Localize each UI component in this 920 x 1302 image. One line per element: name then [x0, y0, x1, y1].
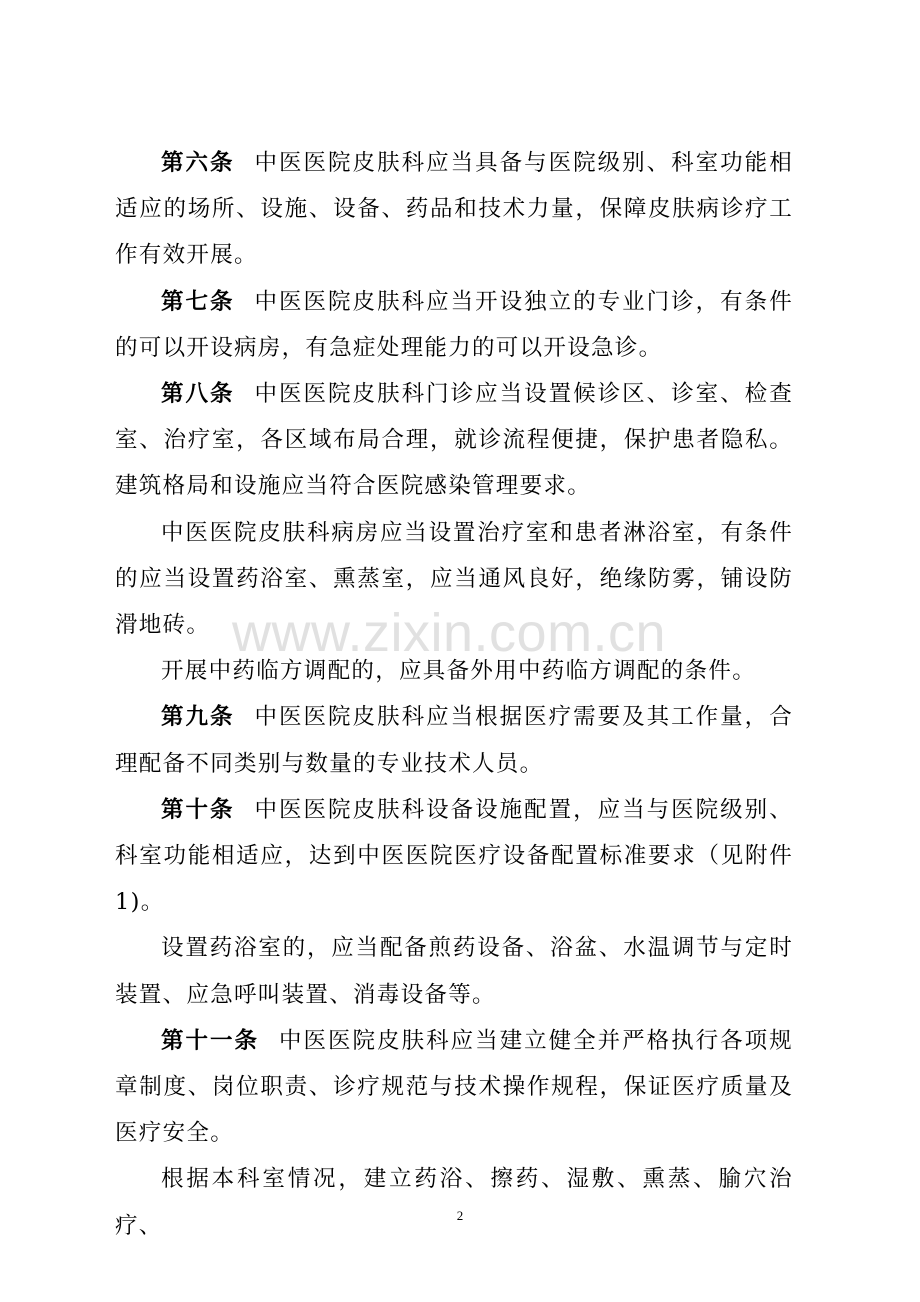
herbal-compounding-paragraph — [115, 648, 793, 694]
paragraph-text: 中医医院皮肤科设备设施配置，应当与医院级别、科室功能相适应，达到中医医院医疗设备配置标准要求（见附件1)。 — [115, 796, 793, 916]
article-9-paragraph — [115, 694, 793, 786]
article-6-paragraph — [115, 140, 793, 279]
article-heading: 第七条 — [161, 288, 235, 315]
paragraph-text: 设置药浴室的，应当配备煎药设备、浴盆、水温调节与定时装置、应急呼叫装置、消毒设备等。 — [115, 935, 793, 1008]
article-11-paragraph — [115, 1018, 793, 1157]
article-heading: 第九条 — [161, 704, 235, 731]
paragraph-text: 中医医院皮肤科应当开设独立的专业门诊，有条件的可以开设病房，有急症处理能力的可以开设急诊。 — [115, 288, 793, 361]
article-heading: 第六条 — [161, 150, 235, 176]
paragraph-text: 根据本科室情况，建立药浴、擦药、湿敷、熏蒸、腧穴治疗、 — [115, 1166, 793, 1239]
bath-room-equipment-paragraph — [115, 925, 793, 1017]
paragraph-text: 中医医院皮肤科门诊应当设置候诊区、诊室、检查室、治疗室，各区域布局合理，就诊流程便捷，保护患者隐私。建筑格局和设施应当符合医院感染管理要求。 — [115, 381, 793, 500]
article-heading: 第十条 — [161, 796, 235, 823]
article-heading: 第八条 — [161, 381, 235, 408]
watermark: www.zixin.com.cn — [232, 603, 667, 663]
paragraph-text: 中医医院皮肤科应当建立健全并严格执行各项规章制度、岗位职责、诊疗规范与技术操作规程，保证医疗质量及医疗安全。 — [115, 1027, 793, 1147]
article-7-paragraph — [115, 279, 793, 371]
ward-setup-paragraph — [115, 510, 793, 649]
article-8-paragraph — [115, 371, 793, 510]
paragraph-text: 中医医院皮肤科病房应当设置治疗室和患者淋浴室，有条件的应当设置药浴室、熏蒸室，应当通风良好，绝缘防雾，铺设防滑地砖。 — [115, 519, 793, 639]
department-rules-paragraph — [115, 1156, 793, 1248]
article-10-paragraph — [115, 787, 793, 926]
paragraph-text: 中医医院皮肤科应当具备与医院级别、科室功能相适应的场所、设施、设备、药品和技术力量，保障皮肤病诊疗工作有效开展。 — [115, 150, 793, 269]
article-heading: 第十一条 — [161, 1027, 260, 1054]
document-body — [115, 140, 793, 1249]
page-number: 2 — [456, 1208, 464, 1223]
paragraph-text: 开展中药临方调配的，应具备外用中药临方调配的条件。 — [161, 658, 757, 685]
paragraph-text: 中医医院皮肤科应当根据医疗需要及其工作量，合理配备不同类别与数量的专业技术人员。 — [115, 704, 793, 777]
